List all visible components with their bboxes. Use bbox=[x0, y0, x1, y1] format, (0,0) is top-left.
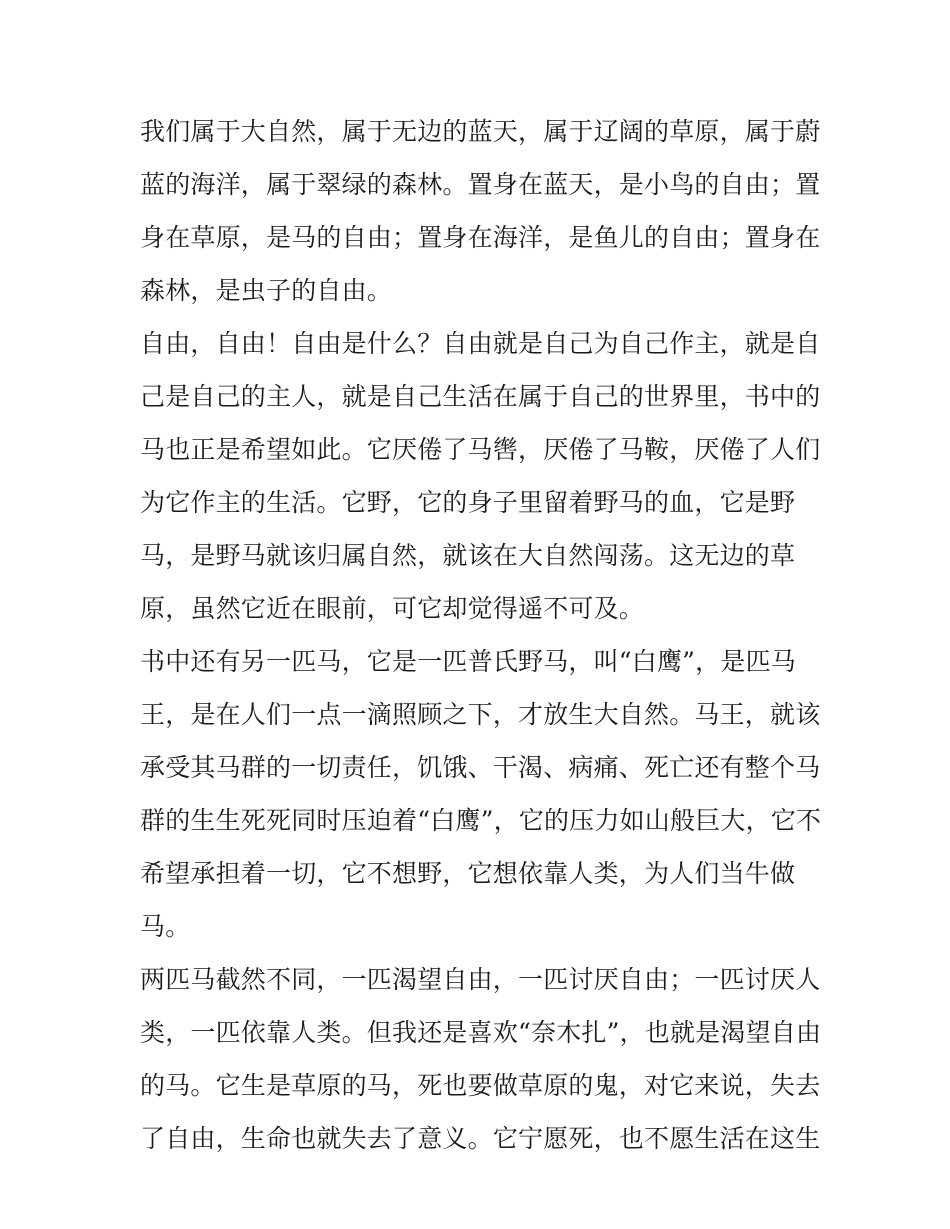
text-line: 为它作主的生活。它野，它的身子里留着野马的血，它是野 bbox=[140, 488, 796, 517]
text-line: 蓝的海洋，属于翠绿的森林。置身在蓝天，是小鸟的自由；置 bbox=[140, 170, 821, 199]
text-line: 马。 bbox=[140, 912, 191, 941]
text-line: 马，是野马就该归属自然，就该在大自然闯荡。这无边的草 bbox=[140, 541, 796, 570]
text-line: 的马。它生是草原的马，死也要做草原的鬼，对它来说，失去 bbox=[140, 1071, 821, 1100]
text-line: 我们属于大自然，属于无边的蓝天，属于辽阔的草原，属于蔚 bbox=[140, 117, 821, 146]
text-line: 王，是在人们一点一滴照顾之下，才放生大自然。马王，就该 bbox=[140, 700, 821, 729]
text-line: 森林，是虫子的自由。 bbox=[140, 276, 393, 305]
text-line: 原，虽然它近在眼前，可它却觉得遥不可及。 bbox=[140, 594, 645, 623]
text-line: 书中还有另一匹马，它是一匹普氏野马，叫“白鹰”，是匹马 bbox=[140, 647, 796, 676]
text-line: 了自由，生命也就失去了意义。它宁愿死，也不愿生活在这生 bbox=[140, 1124, 821, 1153]
text-line: 身在草原，是马的自由；置身在海洋，是鱼儿的自由；置身在 bbox=[140, 223, 821, 252]
text-line: 群的生生死死同时压迫着“白鹰”，它的压力如山般巨大，它不 bbox=[140, 806, 822, 835]
text-line: 类，一匹依靠人类。但我还是喜欢“奈木扎”，也就是渴望自由 bbox=[140, 1018, 822, 1047]
text-line: 两匹马截然不同，一匹渴望自由，一匹讨厌自由；一匹讨厌人 bbox=[140, 965, 821, 994]
text-line: 承受其马群的一切责任，饥饿、干渴、病痛、死亡还有整个马 bbox=[140, 753, 821, 782]
text-line: 马也正是希望如此。它厌倦了马辔，厌倦了马鞍，厌倦了人们 bbox=[140, 435, 821, 464]
text-line: 自由，自由！自由是什么？自由就是自己为自己作主，就是自 bbox=[140, 329, 821, 358]
text-line: 希望承担着一切，它不想野，它想依靠人类，为人们当牛做 bbox=[140, 859, 796, 888]
text-line: 己是自己的主人，就是自己生活在属于自己的世界里，书中的 bbox=[140, 382, 821, 411]
body-text bbox=[140, 105, 820, 1165]
